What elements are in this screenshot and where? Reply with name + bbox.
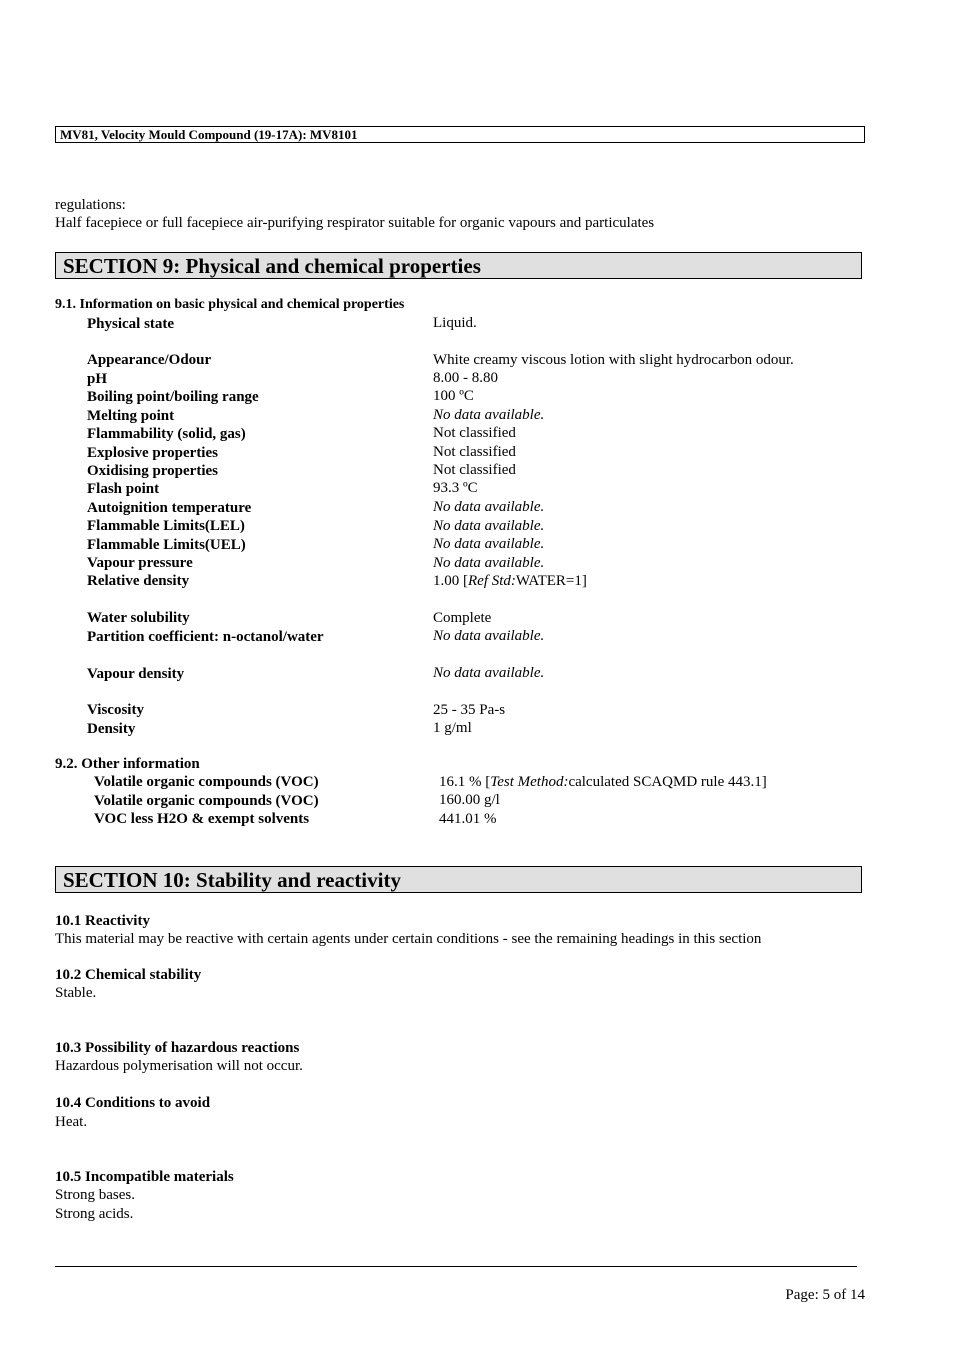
incompatible-materials-line: Strong acids. [55, 1206, 134, 1222]
reactivity-heading: 10.1 Reactivity [55, 913, 150, 929]
product-header-text: MV81, Velocity Mould Compound (19-17A): MV8101 [60, 127, 358, 142]
property-value: 25 - 35 Pa-s [433, 702, 506, 718]
property-label: Boiling point/boiling range [87, 389, 259, 405]
property-label: Appearance/Odour [87, 352, 212, 368]
property-label: Water solubility [87, 610, 190, 626]
conditions-to-avoid-heading: 10.4 Conditions to avoid [55, 1095, 211, 1111]
property-label: pH [87, 371, 108, 387]
other-info-value: 441.01 % [439, 811, 497, 827]
property-value: Not classified [433, 444, 516, 460]
value-italic: Test Method: [490, 774, 569, 790]
document-header [55, 126, 865, 143]
property-value: No data available. [433, 499, 545, 515]
hazardous-reactions-text: Hazardous polymerisation will not occur. [55, 1058, 303, 1074]
property-value: 93.3 ºC [433, 480, 478, 496]
reactivity-text: This material may be reactive with certain agents under certain conditions - see the remaining headings in this section [55, 931, 762, 947]
property-value: No data available. [433, 628, 545, 644]
other-info-label: Volatile organic compounds (VOC) [94, 774, 319, 790]
property-value: Complete [433, 610, 492, 626]
property-value [433, 572, 587, 590]
hazardous-reactions-heading: 10.3 Possibility of hazardous reactions [55, 1040, 300, 1056]
property-label: Physical state [87, 316, 175, 332]
property-value: Not classified [433, 462, 516, 478]
footer-divider [55, 1266, 857, 1267]
property-label: Oxidising properties [87, 463, 218, 479]
property-label: Flammable Limits(UEL) [87, 537, 246, 553]
value-suffix: calculated SCAQMD rule 443.1] [568, 774, 767, 790]
property-value: 1 g/ml [433, 720, 472, 736]
value-italic: Ref Std: [468, 573, 516, 589]
value-suffix: WATER=1] [515, 573, 587, 589]
incompatible-materials-line: Strong bases. [55, 1187, 135, 1203]
value-prefix: 16.1 % [ [439, 774, 491, 790]
property-value: 100 ºC [433, 388, 474, 404]
property-label: Partition coefficient: n-octanol/water [87, 629, 324, 645]
property-label: Flammability (solid, gas) [87, 426, 246, 442]
property-value: White creamy viscous lotion with slight hydrocarbon odour. [433, 352, 794, 368]
value-prefix: 1.00 [ [433, 573, 468, 589]
section-10-title-bar [55, 866, 862, 893]
section-9-2-heading: 9.2. Other information [55, 756, 200, 772]
other-info-value: 160.00 g/l [439, 792, 500, 808]
property-value: Liquid. [433, 315, 477, 331]
property-label: Explosive properties [87, 445, 218, 461]
page-number: Page: 5 of 14 [785, 1287, 865, 1303]
chemical-stability-heading: 10.2 Chemical stability [55, 967, 202, 983]
property-label: Autoignition temperature [87, 500, 252, 516]
other-info-value [439, 773, 767, 791]
property-value: No data available. [433, 665, 545, 681]
section-9-title: SECTION 9: Physical and chemical properties [63, 254, 481, 278]
incompatible-materials-heading: 10.5 Incompatible materials [55, 1169, 234, 1185]
carryover-line-1: regulations: [55, 197, 126, 213]
section-10-title: SECTION 10: Stability and reactivity [63, 868, 401, 892]
property-value: No data available. [433, 407, 545, 423]
property-label: Vapour pressure [87, 555, 193, 571]
conditions-to-avoid-text: Heat. [55, 1114, 88, 1130]
section-9-1-heading: 9.1. Information on basic physical and chemical properties [55, 297, 405, 312]
property-label: Vapour density [87, 666, 185, 682]
property-label: Relative density [87, 573, 190, 589]
property-label: Melting point [87, 408, 175, 424]
property-label: Density [87, 721, 136, 737]
chemical-stability-text: Stable. [55, 985, 97, 1001]
property-label: Flammable Limits(LEL) [87, 518, 245, 534]
property-value: Not classified [433, 425, 516, 441]
property-value: 8.00 - 8.80 [433, 370, 498, 386]
property-value: No data available. [433, 555, 545, 571]
other-info-label: VOC less H2O & exempt solvents [94, 811, 310, 827]
other-info-label: Volatile organic compounds (VOC) [94, 793, 319, 809]
section-9-title-bar [55, 252, 862, 279]
property-label: Flash point [87, 481, 160, 497]
property-value: No data available. [433, 536, 545, 552]
property-value: No data available. [433, 518, 545, 534]
property-label: Viscosity [87, 702, 144, 718]
carryover-line-2: Half facepiece or full facepiece air-purifying respirator suitable for organic vapours and particulates [55, 215, 655, 231]
